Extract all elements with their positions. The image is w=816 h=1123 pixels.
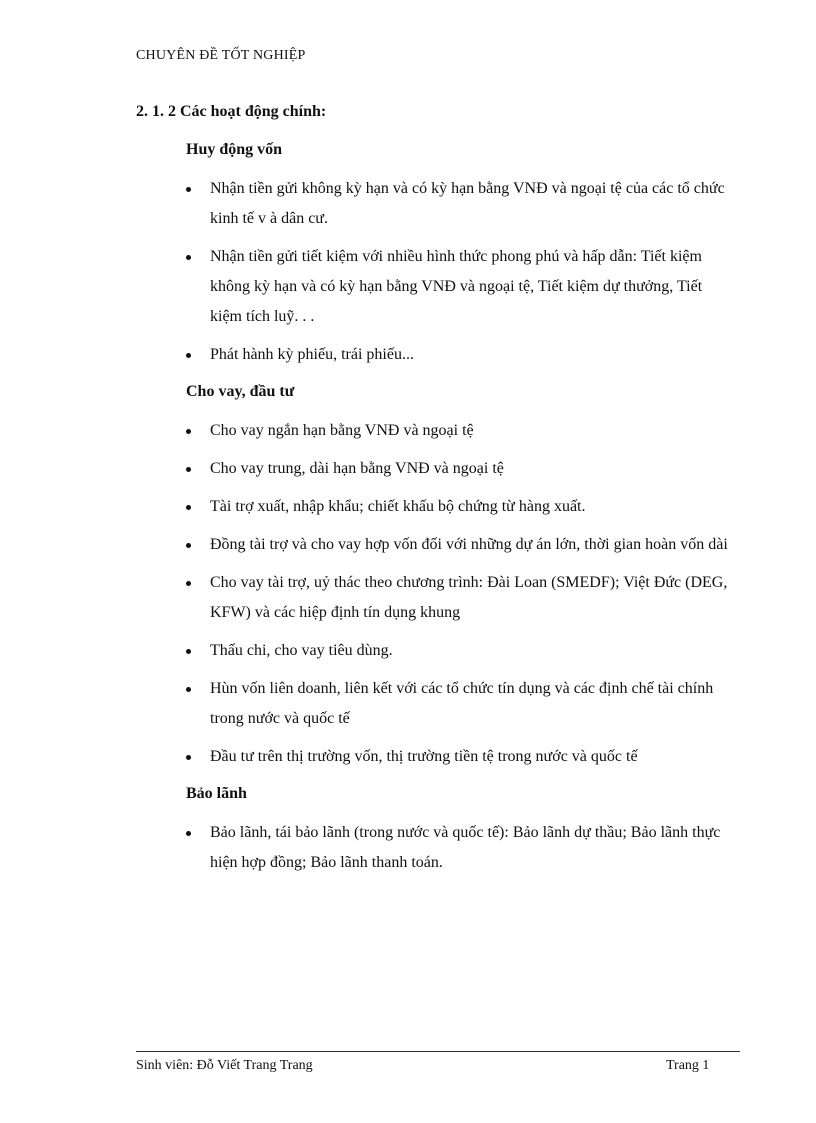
list-item xyxy=(136,568,736,628)
bullet-list xyxy=(136,416,736,772)
bullet-icon xyxy=(186,353,191,358)
list-item-text: Cho vay ngắn hạn bằng VNĐ và ngoại tệ xyxy=(210,422,474,439)
bullet-icon xyxy=(186,581,191,586)
subheading-cho-vay-dau-tu: Cho vay, đầu tư xyxy=(186,383,295,400)
bullet-icon xyxy=(186,429,191,434)
list-item xyxy=(136,454,736,484)
list-item-text: Nhận tiền gửi không kỳ hạn và có kỳ hạn bằng VNĐ và ngoại tệ của các tổ chức kinh tế v à dân cư. xyxy=(210,180,725,227)
list-item-text: Tài trợ xuất, nhập khẩu; chiết khấu bộ chứng từ hàng xuất. xyxy=(210,498,586,515)
list-item xyxy=(136,242,736,332)
bullet-icon xyxy=(186,467,191,472)
bullet-icon xyxy=(186,755,191,760)
bullet-icon xyxy=(186,687,191,692)
list-item-text: Đầu tư trên thị trường vốn, thị trường tiền tệ trong nước và quốc tế xyxy=(210,748,638,765)
list-item-text: Cho vay tài trợ, uỷ thác theo chương trình: Đài Loan (SMEDF); Việt Đức (DEG, KFW) và các hiệp định tín dụng khung xyxy=(210,574,728,621)
list-item-text: Nhận tiền gửi tiết kiệm với nhiều hình thức phong phú và hấp dẫn: Tiết kiệm không kỳ hạn và có kỳ hạn bằng VNĐ và ngoại tệ, Tiết kiệm dự thưởng, Tiết kiệm tích luỹ. . . xyxy=(210,248,703,325)
list-item xyxy=(136,636,736,666)
list-item xyxy=(136,492,736,522)
page-number: Trang 1 xyxy=(666,1058,710,1073)
bullet-icon xyxy=(186,831,191,836)
document-body xyxy=(136,100,736,888)
bullet-icon xyxy=(186,649,191,654)
list-item xyxy=(136,674,736,734)
bullet-icon xyxy=(186,505,191,510)
list-item xyxy=(136,174,736,234)
bullet-list xyxy=(136,174,736,370)
subheading-huy-dong-von: Huy động vốn xyxy=(186,141,283,158)
footer-divider xyxy=(136,1051,740,1052)
list-item xyxy=(136,742,736,772)
list-item-text: Cho vay trung, dài hạn bằng VNĐ và ngoại tệ xyxy=(210,460,504,477)
footer-student: Sinh viên: Đỗ Viết Trang Trang xyxy=(136,1058,313,1073)
list-item-text: Bảo lãnh, tái bảo lãnh (trong nước và quốc tế): Bảo lãnh dự thầu; Bảo lãnh thực hiện hợp đồng; Bảo lãnh thanh toán. xyxy=(210,824,721,871)
section-title: 2. 1. 2 Các hoạt động chính: xyxy=(136,103,327,120)
list-item-text: Phát hành kỳ phiếu, trái phiếu... xyxy=(210,346,414,363)
bullet-icon xyxy=(186,187,191,192)
list-item xyxy=(136,416,736,446)
subheading-bao-lanh: Bảo lãnh xyxy=(186,785,247,802)
bullet-icon xyxy=(186,543,191,548)
list-item xyxy=(136,340,736,370)
list-item-text: Đồng tài trợ và cho vay hợp vốn đối với những dự án lớn, thời gian hoàn vốn dài xyxy=(210,536,728,553)
bullet-list xyxy=(136,818,736,878)
list-item-text: Hùn vốn liên doanh, liên kết với các tổ chức tín dụng và các định chế tài chính trong nước và quốc tế xyxy=(210,680,714,727)
document-header: CHUYÊN ĐỀ TỐT NGHIỆP xyxy=(136,48,306,63)
bullet-icon xyxy=(186,255,191,260)
list-item xyxy=(136,530,736,560)
list-item xyxy=(136,818,736,878)
list-item-text: Thấu chi, cho vay tiêu dùng. xyxy=(210,642,393,659)
